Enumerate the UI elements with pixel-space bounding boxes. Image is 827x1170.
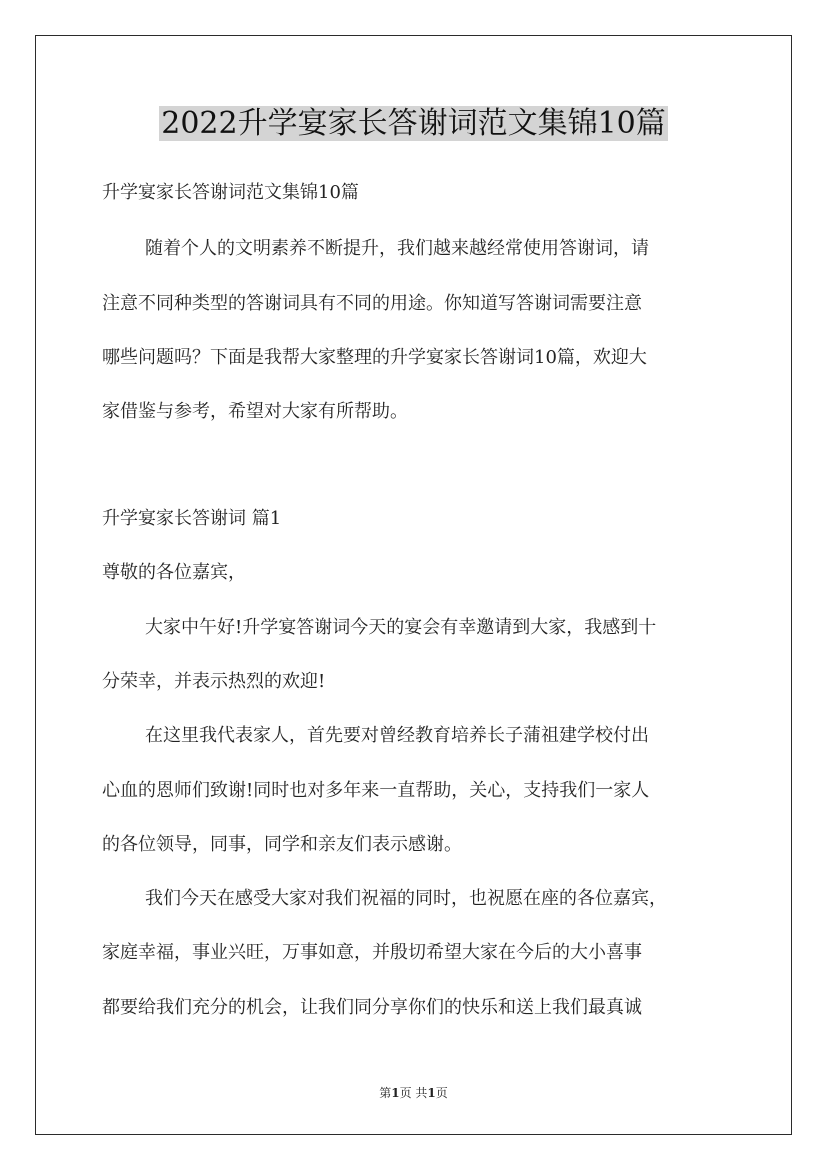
document-title-text: 2022升学宴家长答谢词范文集锦10篇 (161, 106, 666, 141)
footer-suffix: 页 (435, 1086, 448, 1100)
intro-line-3: 哪些问题吗？下面是我帮大家整理的升学宴家长答谢词10篇，欢迎大 (102, 347, 647, 368)
footer-prefix: 第 (379, 1086, 392, 1100)
para3-line-1: 我们今天在感受大家对我们祝福的同时，也祝愿在座的各位嘉宾， (145, 888, 667, 909)
footer-total-pages: 1 (427, 1086, 436, 1100)
para3-line-2: 家庭幸福，事业兴旺，万事如意，并殷切希望大家在今后的大小喜事 (102, 942, 642, 963)
footer-page-number: 1 (391, 1086, 400, 1100)
intro-line-2: 注意不同种类型的答谢词具有不同的用途。你知道写答谢词需要注意 (102, 293, 642, 314)
subtitle: 升学宴家长答谢词范文集锦10篇 (102, 182, 359, 203)
footer-mid: 页 共 (399, 1086, 428, 1100)
para1-line-2: 分荣幸，并表示热烈的欢迎! (102, 671, 326, 692)
document-title (0, 98, 827, 142)
salutation: 尊敬的各位嘉宾， (102, 562, 246, 583)
para3-line-3: 都要给我们充分的机会，让我们同分享你们的快乐和送上我们最真诚 (102, 997, 642, 1018)
section-heading: 升学宴家长答谢词 篇1 (102, 508, 282, 529)
page-footer (0, 1084, 827, 1101)
para2-line-1: 在这里我代表家人，首先要对曾经教育培养长子蒲祖建学校付出 (145, 725, 649, 746)
intro-line-4: 家借鉴与参考，希望对大家有所帮助。 (102, 401, 408, 422)
intro-line-1: 随着个人的文明素养不断提升，我们越来越经常使用答谢词，请 (145, 238, 649, 259)
para1-line-1: 大家中午好!升学宴答谢词今天的宴会有幸邀请到大家，我感到十 (145, 617, 657, 638)
para2-line-3: 的各位领导，同事，同学和亲友们表示感谢。 (102, 834, 462, 855)
para2-line-2: 心血的恩师们致谢!同时也对多年来一直帮助，关心，支持我们一家人 (102, 780, 650, 801)
